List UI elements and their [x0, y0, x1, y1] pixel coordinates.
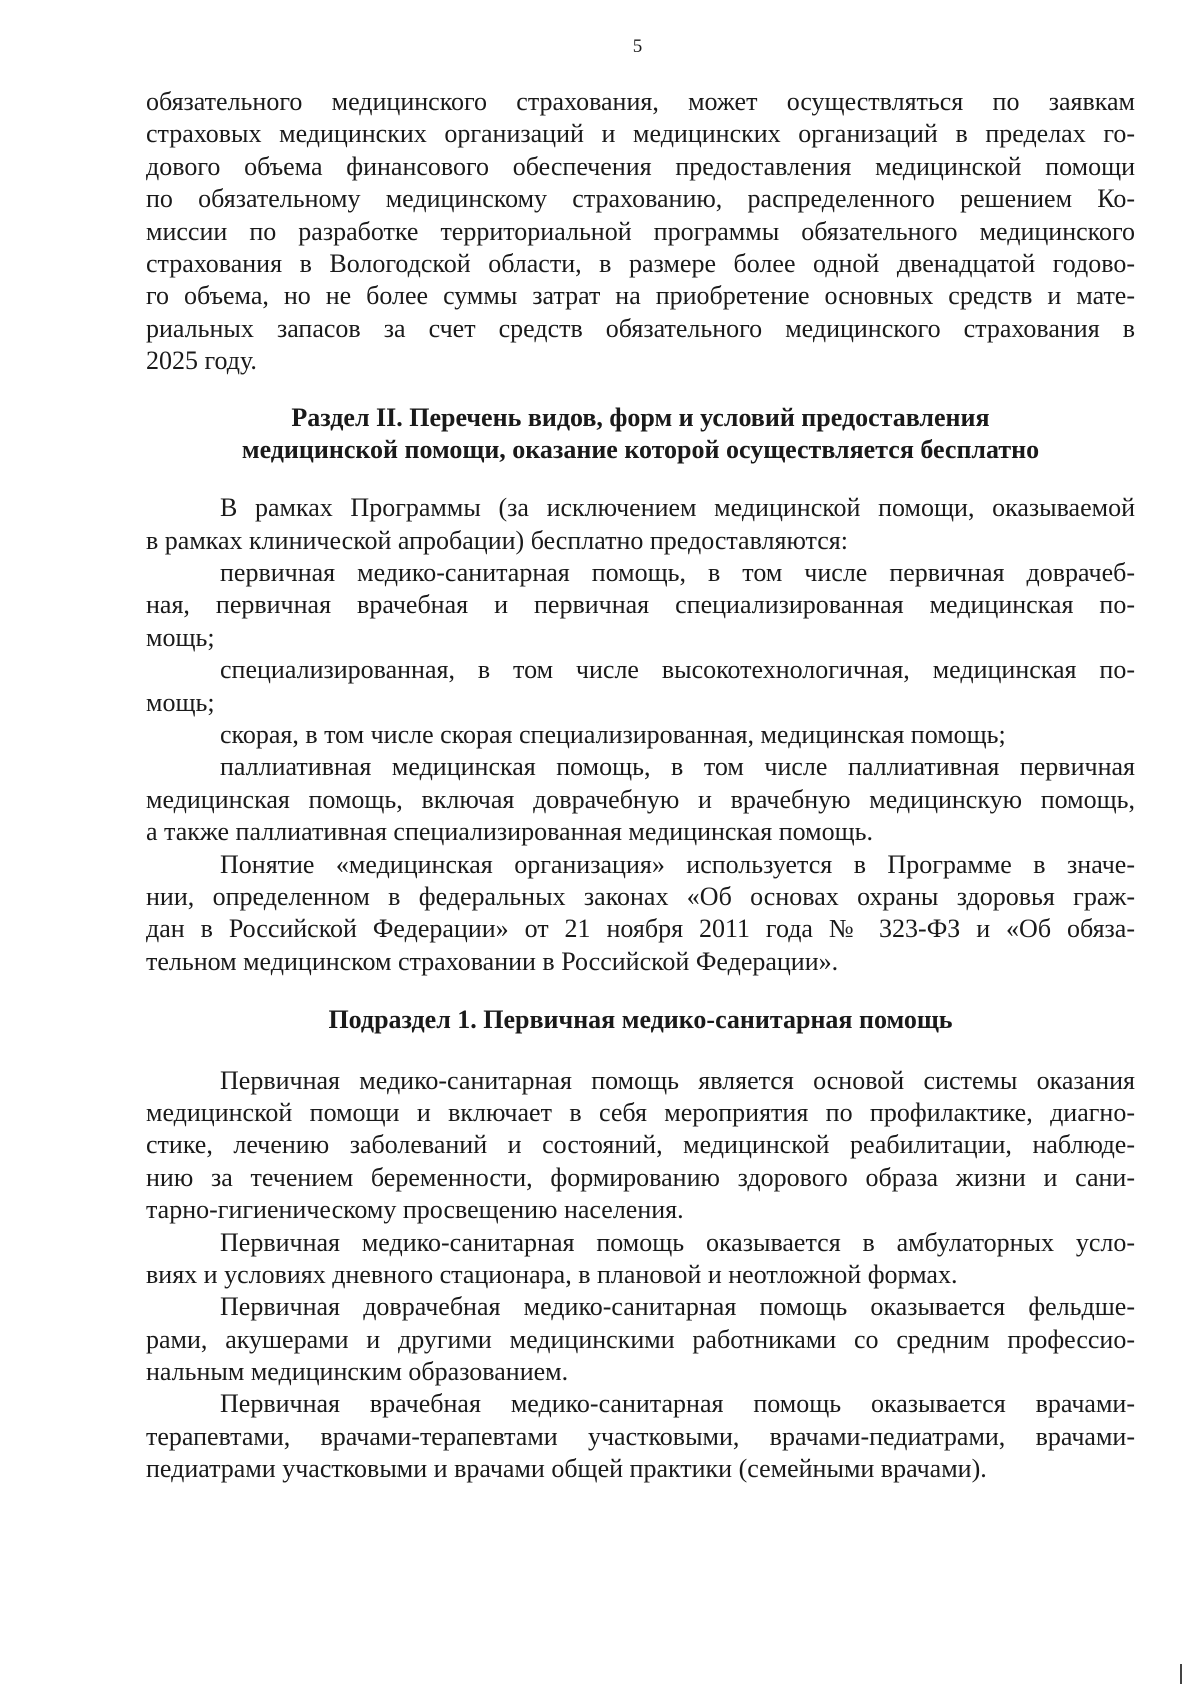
text-line: риальных запасов за счет средств обязательного медицинского страхования в — [146, 313, 1135, 343]
heading-line: Раздел II. Перечень видов, форм и условий предоставления — [291, 402, 990, 432]
text-line: скорая, в том числе скорая специализированная, медицинская помощь; — [220, 720, 1006, 750]
text-line: медицинская помощь, включая доврачебную и врачебную медицинскую помощь, — [146, 784, 1135, 814]
text-line: мощь; — [146, 687, 215, 717]
text-line: паллиативная медицинская помощь, в том числе паллиативная первичная — [220, 752, 1135, 782]
text-line: дан в Российской Федерации» от 21 ноября 2011 года № 323-ФЗ и «Об обяза- — [146, 914, 1135, 944]
text-line: медицинской помощи и включает в себя мероприятия по профилактике, диагно- — [146, 1097, 1135, 1127]
text-line: ная, первичная врачебная и первичная специализированная медицинская по- — [146, 590, 1135, 620]
text-line: дового объема финансового обеспечения предоставления медицинской помощи — [146, 151, 1135, 181]
text-line: в рамках клинической апробации) бесплатно предоставляются: — [146, 525, 848, 555]
text-line: стике, лечению заболеваний и состояний, медицинской реабилитации, наблюде- — [146, 1130, 1135, 1160]
section-heading — [146, 402, 1135, 467]
text-line: В рамках Программы (за исключением медицинской помощи, оказываемой — [220, 493, 1135, 523]
document-body — [146, 86, 1135, 1486]
text-line: виях и условиях дневного стационара, в плановой и неотложной формах. — [146, 1259, 958, 1289]
heading-line: медицинской помощи, оказание которой осуществляется бесплатно — [241, 434, 1040, 464]
scan-mark — [1180, 1664, 1182, 1684]
text-line: специализированная, в том числе высокотехнологичная, медицинская по- — [220, 655, 1135, 685]
text-line: по обязательному медицинскому страхованию, распределенного решением Ко- — [146, 184, 1135, 214]
block-spacer — [146, 978, 1135, 1004]
text-line: терапевтами, врачами-терапевтами участковыми, врачами-педиатрами, врачами- — [146, 1421, 1135, 1451]
section-heading — [146, 1004, 1135, 1036]
text-line: Понятие «медицинская организация» используется в Программе в значе- — [220, 849, 1135, 879]
heading-line: Подраздел 1. Первичная медико-санитарная помощь — [328, 1005, 953, 1035]
text-line: Первичная медико-санитарная помощь оказывается в амбулаторных усло- — [220, 1227, 1135, 1257]
text-line: тарно-гигиеническому просвещению населения. — [146, 1195, 684, 1225]
text-line: педиатрами участковыми и врачами общей практики (семейными врачами). — [146, 1454, 987, 1484]
text-line: го объема, но не более суммы затрат на приобретение основных средств и мате- — [146, 281, 1135, 311]
text-line: а также паллиативная специализированная медицинская помощь. — [146, 817, 873, 847]
block-spacer — [146, 466, 1135, 492]
text-line: нальным медицинским образованием. — [146, 1357, 569, 1387]
text-block — [146, 1065, 1135, 1486]
text-line: нии, определенном в федеральных законах «Об основах охраны здоровья граж- — [146, 881, 1135, 911]
text-line: обязательного медицинского страхования, может осуществляться по заявкам — [146, 87, 1135, 116]
text-line: Первичная врачебная медико-санитарная помощь оказывается врачами- — [220, 1389, 1135, 1419]
text-block — [146, 86, 1135, 378]
page-number: 5 — [632, 36, 643, 57]
block-spacer — [146, 378, 1135, 402]
text-line: Первичная медико-санитарная помощь является основой системы оказания — [220, 1065, 1135, 1095]
text-line: тельном медицинском страховании в Российской Федерации». — [146, 946, 839, 976]
block-spacer — [146, 1037, 1135, 1065]
text-line: первичная медико-санитарная помощь, в том числе первичная доврачеб- — [220, 558, 1135, 588]
text-line: страхования в Вологодской области, в размере более одной двенадцатой годово- — [146, 248, 1135, 278]
text-line: рами, акушерами и другими медицинскими работниками со средним профессио- — [146, 1324, 1135, 1354]
text-line: Первичная доврачебная медико-санитарная помощь оказывается фельдше- — [220, 1292, 1135, 1322]
text-line: страховых медицинских организаций и медицинских организаций в пределах го- — [146, 119, 1135, 149]
text-line: нию за течением беременности, формированию здорового образа жизни и сани- — [146, 1162, 1135, 1192]
text-line: мощь; — [146, 622, 215, 652]
text-line: 2025 году. — [146, 346, 257, 376]
text-block — [146, 492, 1135, 978]
text-line: миссии по разработке территориальной программы обязательного медицинского — [146, 216, 1135, 246]
